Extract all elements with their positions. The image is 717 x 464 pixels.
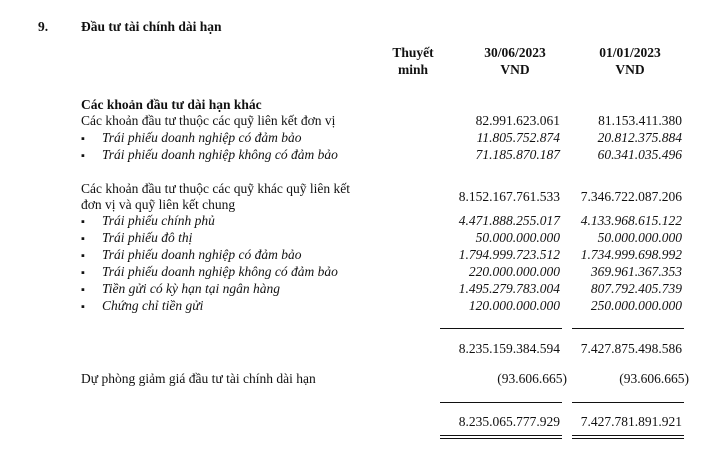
col1-unit-header: VND bbox=[500, 62, 530, 77]
block2-item-value-col2: 4.133.968.615.122 bbox=[580, 213, 682, 228]
block2-item-label: Chứng chỉ tiền gửi bbox=[102, 298, 204, 313]
block1-item-value-col1: 71.185.870.187 bbox=[475, 147, 560, 162]
block2-item-value-col2: 807.792.405.739 bbox=[590, 281, 682, 296]
section-title: Đầu tư tài chính dài hạn bbox=[81, 19, 222, 34]
total-double-rule-col1-b bbox=[440, 438, 562, 439]
subtotal-rule-col2 bbox=[572, 328, 684, 329]
block2-item-value-col1: 50.000.000.000 bbox=[475, 230, 560, 245]
total-rule-col2 bbox=[572, 402, 684, 403]
block2-item-value-col2: 250.000.000.000 bbox=[590, 298, 682, 313]
block2-item-value-col1: 220.000.000.000 bbox=[468, 264, 560, 279]
total-value-col2: 7.427.781.891.921 bbox=[580, 414, 682, 429]
note-header-line1: Thuyết bbox=[392, 45, 434, 60]
block1-item-value-col2: 60.341.035.496 bbox=[597, 147, 682, 162]
block2-item-value-col2: 1.734.999.698.992 bbox=[580, 247, 682, 262]
provision-value-col1: (93.606.665) bbox=[497, 371, 567, 386]
bullet-icon: ▪ bbox=[81, 150, 85, 162]
section-number: 9. bbox=[38, 19, 49, 34]
subtotal-rule-col1 bbox=[440, 328, 562, 329]
subtotal-value-col2: 7.427.875.498.586 bbox=[580, 341, 682, 356]
block2-item-value-col1: 1.794.999.723.512 bbox=[458, 247, 560, 262]
subtotal-value-col1: 8.235.159.384.594 bbox=[458, 341, 560, 356]
bullet-icon: ▪ bbox=[81, 133, 85, 145]
note-header-line2: minh bbox=[397, 62, 428, 77]
block2-item-value-col2: 50.000.000.000 bbox=[597, 230, 682, 245]
total-value-col1: 8.235.065.777.929 bbox=[458, 414, 560, 429]
block2-item-label: Trái phiếu doanh nghiệp không có đảm bảo bbox=[102, 264, 338, 279]
block2-item-label: Trái phiếu đô thị bbox=[102, 230, 193, 245]
total-rule-col1 bbox=[440, 402, 562, 403]
bullet-icon: ▪ bbox=[81, 233, 85, 245]
bullet-icon: ▪ bbox=[81, 301, 85, 313]
block2-value-col1: 8.152.167.761.533 bbox=[458, 189, 560, 204]
total-double-rule-col2-b bbox=[572, 438, 684, 439]
bullet-icon: ▪ bbox=[81, 284, 85, 296]
block1-value-col1: 82.991.623.061 bbox=[475, 113, 560, 128]
block2-item-label: Trái phiếu chính phủ bbox=[102, 213, 215, 228]
block1-item-value-col2: 20.812.375.884 bbox=[597, 130, 682, 145]
block2-item-value-col1: 1.495.279.783.004 bbox=[458, 281, 560, 296]
group-title: Các khoản đầu tư dài hạn khác bbox=[81, 97, 262, 112]
block1-item-label: Trái phiếu doanh nghiệp có đảm bảo bbox=[102, 130, 302, 145]
block2-label-line1: Các khoản đầu tư thuộc các quỹ khác quỹ liên kết bbox=[81, 181, 350, 196]
block1-label: Các khoản đầu tư thuộc các quỹ liên kết đơn vị bbox=[81, 113, 336, 128]
total-double-rule-col2-a bbox=[572, 435, 684, 436]
col2-unit-header: VND bbox=[615, 62, 645, 77]
total-double-rule-col1-a bbox=[440, 435, 562, 436]
block1-item-value-col1: 11.805.752.874 bbox=[476, 130, 560, 145]
bullet-icon: ▪ bbox=[81, 216, 85, 228]
provision-value-col2: (93.606.665) bbox=[619, 371, 689, 386]
block1-value-col2: 81.153.411.380 bbox=[598, 113, 682, 128]
block2-label-line2: đơn vị và quỹ liên kết chung bbox=[81, 197, 236, 212]
bullet-icon: ▪ bbox=[81, 267, 85, 279]
block2-item-value-col2: 369.961.367.353 bbox=[590, 264, 682, 279]
block2-value-col2: 7.346.722.087.206 bbox=[580, 189, 682, 204]
bullet-icon: ▪ bbox=[81, 250, 85, 262]
block2-item-value-col1: 120.000.000.000 bbox=[468, 298, 560, 313]
block2-item-label: Tiền gửi có kỳ hạn tại ngân hàng bbox=[102, 281, 280, 296]
block2-item-value-col1: 4.471.888.255.017 bbox=[458, 213, 560, 228]
col2-date-header: 01/01/2023 bbox=[599, 45, 661, 60]
provision-label: Dự phòng giảm giá đầu tư tài chính dài hạn bbox=[81, 371, 316, 386]
col1-date-header: 30/06/2023 bbox=[484, 45, 546, 60]
block1-item-label: Trái phiếu doanh nghiệp không có đảm bảo bbox=[102, 147, 338, 162]
block2-item-label: Trái phiếu doanh nghiệp có đảm bảo bbox=[102, 247, 302, 262]
